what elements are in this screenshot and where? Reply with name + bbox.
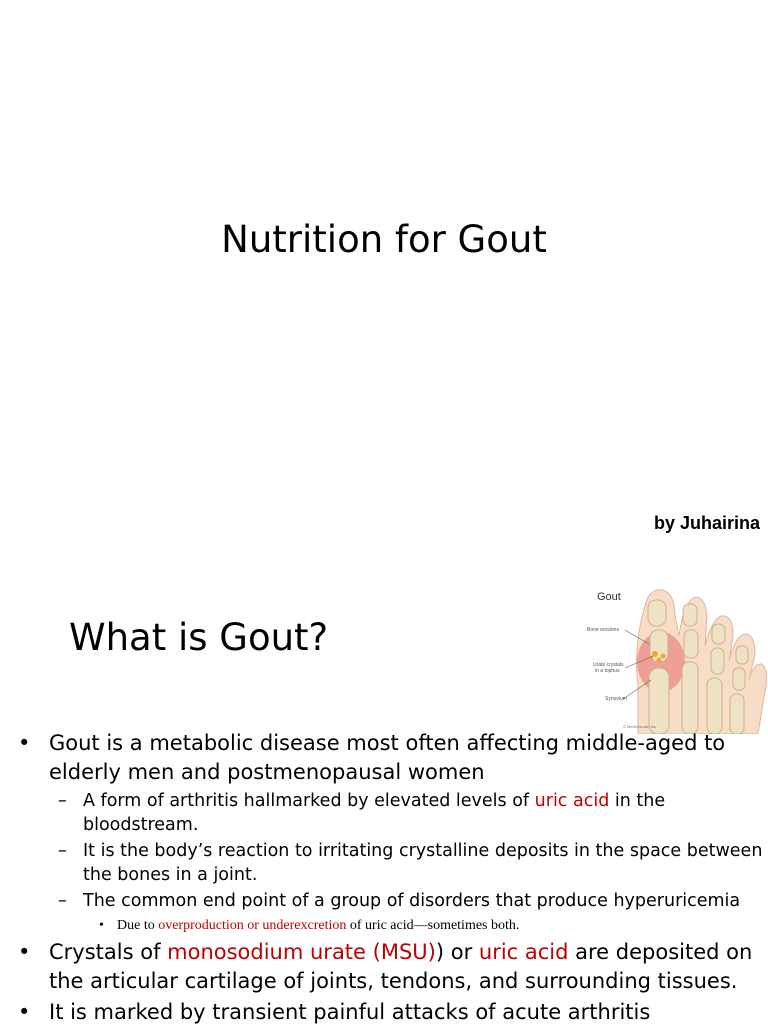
bullet-item	[18, 998, 763, 1024]
bullet-text-post: are deposited on the articular cartilage of joints, tendons, and surrounding tissues.	[49, 940, 753, 993]
dash-marker: –	[58, 841, 67, 861]
annotation-bone-erosions: Bone erosions	[587, 627, 619, 633]
bullet-dot: •	[18, 940, 31, 964]
sub-bullet-item	[18, 789, 763, 837]
tertiary-text-post: of uric acid—sometimes both.	[346, 918, 520, 933]
sub-bullet-text: It is the body’s reaction to irritating crystalline deposits in the space between the bones in a joint.	[83, 841, 763, 885]
annotation-tophus: in a tophus	[595, 668, 620, 674]
dash-marker: –	[58, 891, 67, 911]
bullet-dot: •	[18, 731, 31, 755]
sub-bullet-text-pre: A form of arthritis hallmarked by elevated levels of	[83, 791, 535, 811]
figure-label: Gout	[597, 591, 621, 603]
sub-bullet-text-post: in the bloodstream.	[83, 791, 666, 835]
bullet-dot: •	[18, 1000, 31, 1024]
highlight-msu: monosodium urate (MSU)	[167, 940, 436, 964]
bullet-item	[18, 938, 763, 996]
highlight-uric-acid: uric acid	[478, 940, 569, 964]
highlight-uric-acid: uric acid	[534, 791, 610, 811]
bullet-text-mid: ) or	[435, 940, 479, 964]
annotation-urate-crystals: Urate crystals	[593, 662, 624, 668]
gout-foot-illustration	[583, 576, 768, 734]
author-line: by Juhairina	[653, 513, 760, 533]
bullet-list	[18, 727, 763, 1024]
slide-title: Nutrition for Gout	[221, 218, 547, 261]
bullet-item	[18, 729, 763, 787]
content-slide	[0, 576, 768, 1024]
sub-bullet-text: The common end point of a group of disorders that produce hyperuricemia	[83, 891, 741, 911]
bullet-text: Gout is a metabolic disease most often affecting middle-aged to elderly men and postmenopausal women	[49, 731, 726, 784]
tertiary-text-pre: Due to	[117, 918, 159, 933]
sub-bullet-item	[18, 889, 763, 913]
figure-credit: © MediVisuals, Inc.	[623, 724, 658, 729]
bullet-text: It is marked by transient painful attacks of acute arthritis	[49, 1000, 651, 1024]
bullet-dot: •	[99, 918, 104, 933]
slide-heading: What is Gout?	[69, 616, 329, 659]
sub-sub-bullet-item	[18, 916, 763, 936]
highlight-overproduction: overproduction or underexcretion	[158, 918, 347, 933]
annotation-synovium: Synovium	[605, 696, 627, 702]
sub-bullet-item	[18, 839, 763, 887]
dash-marker: –	[58, 791, 67, 811]
bullet-text-pre: Crystals of	[49, 940, 168, 964]
